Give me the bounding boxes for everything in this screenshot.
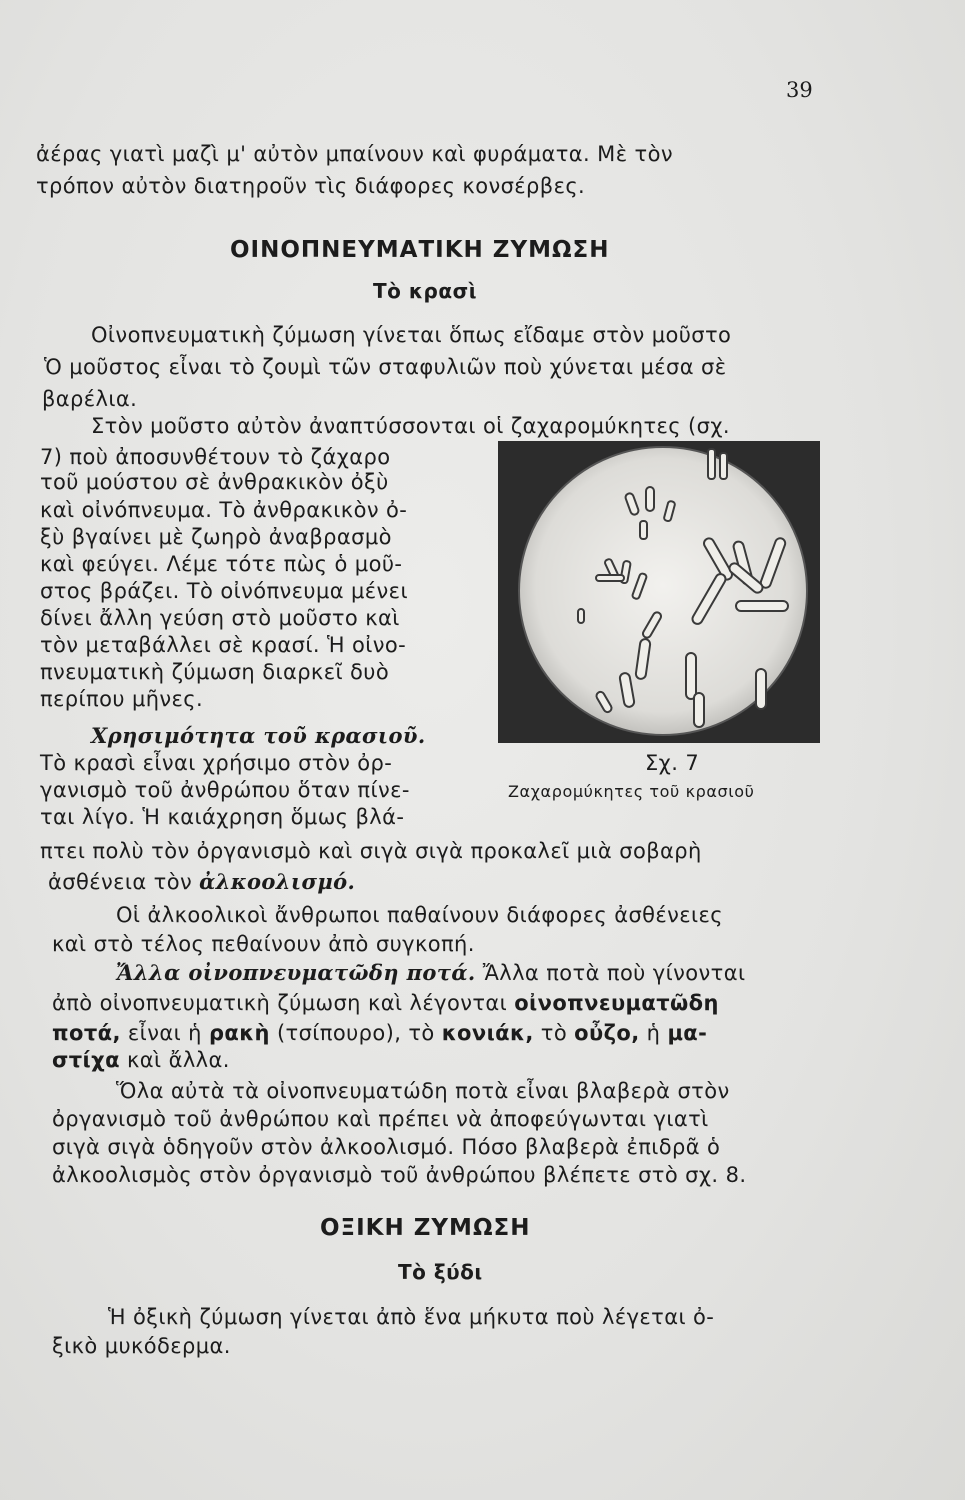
text-run: ἀπὸ οἰνοπνευματικὴ ζύμωση καὶ λέγονται [52, 991, 515, 1015]
paragraph-line: ται λίγο. Ἡ καιάχρηση ὅμως βλά- [40, 805, 405, 829]
section-subtitle: Τὸ κρασὶ [373, 279, 477, 303]
paragraph-line: ξικὸ μυκόδερμα. [52, 1334, 231, 1358]
paragraph-line: ὀργανισμὸ τοῦ ἀνθρώπου καὶ πρέπει νὰ ἀποφεύγωνται γιατὶ [52, 1107, 709, 1131]
paragraph-line: Οἱ ἀλκοολικοὶ ἄνθρωποι παθαίνουν διάφορες ἀσθένειες [116, 903, 724, 927]
paragraph-line [52, 1020, 707, 1046]
paragraph-line: σιγὰ σιγὰ ὁδηγοῦν στὸν ἀλκοολισμό. Πόσο βλαβερὰ ἐπιδρᾶ ὁ [52, 1135, 721, 1159]
paragraph-line: καὶ στὸ τέλος πεθαίνουν ἀπὸ συγκοπή. [52, 932, 475, 956]
section2-subtitle: Τὸ ξύδι [398, 1260, 483, 1284]
paragraph-line: ξὺ βγαίνει μὲ ζωηρὸ ἀναβρασμὸ [40, 525, 392, 549]
subheading-other-drinks: Ἄλλα οἰνοπνευματῶδη ποτά. [116, 960, 476, 985]
term-mastic-end: στίχα [52, 1048, 120, 1072]
paragraph-line: Ἡ ὀξικὴ ζύμωση γίνεται ἀπὸ ἕνα μήκυτα ποὺ λέγεται ὀ- [108, 1305, 715, 1329]
paragraph-line: Ὁ μοῦστος εἶναι τὸ ζουμὶ τῶν σταφυλιῶν ποὺ χύνεται μέσα σὲ [44, 355, 727, 379]
paragraph-line: περίπου μῆνες. [40, 687, 204, 711]
text-run: εἶναι ἡ [120, 1021, 209, 1045]
paragraph-line: 7) ποὺ ἀποσυνθέτουν τὸ ζάχαρο [40, 445, 391, 469]
paragraph-line: τὸν μεταβάλλει σὲ κρασί. Ἡ οἰνο- [40, 633, 407, 657]
paragraph-line: καὶ φεύγει. Λέμε τότε πὼς ὁ μοῦ- [40, 552, 403, 576]
figure-label: Σχ. 7 [645, 751, 700, 775]
text-run: Ἄλλα ποτὰ ποὺ γίνονται [482, 961, 746, 985]
subheading-usefulness: Χρησιμότητα τοῦ κρασιοῦ. [91, 723, 426, 748]
text-run: ἡ [639, 1021, 668, 1045]
term-mastic-start: μα- [667, 1021, 708, 1045]
figure-yeast-micrograph [498, 441, 820, 743]
term-ouzo: οὖζο, [574, 1021, 640, 1045]
intro-line: ἀέρας γιατὶ μαζὶ μ' αὐτὸν μπαίνουν καὶ φυράματα. Μὲ τὸν [36, 142, 673, 166]
paragraph-line: γανισμὸ τοῦ ἀνθρώπου ὅταν πίνε- [40, 778, 410, 802]
paragraph-line: βαρέλια. [42, 387, 138, 411]
paragraph-line: Ὅλα αὐτὰ τὰ οἰνοπνευματώδη ποτὰ εἶναι βλαβερὰ στὸν [116, 1079, 730, 1103]
paragraph-line: δίνει ἄλλη γεύση στὸ μοῦστο καὶ [40, 606, 400, 630]
text-run: (τσίπουρο), τὸ [269, 1021, 442, 1045]
term-raki: ρακὴ [208, 1021, 270, 1045]
paragraph-line [52, 990, 719, 1016]
section-title: ΟΙΝΟΠΝΕΥΜΑΤΙΚΗ ΖΥΜΩΣΗ [230, 237, 610, 263]
yeast-illustration [498, 441, 820, 743]
intro-line: τρόπον αὐτὸν διατηροῦν τὶς διάφορες κονσέρβες. [36, 174, 586, 198]
figure-caption: Ζαχαρομύκητες τοῦ κρασιοῦ [508, 782, 755, 801]
paragraph-line: τοῦ μούστου σὲ ἀνθρακικὸν ὀξὺ [40, 470, 389, 494]
paragraph-line: Τὸ κρασὶ εἶναι χρήσιμο στὸν ὀρ- [40, 751, 393, 775]
paragraph-line: Οἰνοπνευματικὴ ζύμωση γίνεται ὅπως εἴδαμε στὸν μοῦστο [91, 323, 732, 347]
text-run: τὸ [533, 1021, 575, 1045]
paragraph-line: στος βράζει. Τὸ οἰνόπνευμα μένει [40, 579, 408, 603]
paragraph-line [48, 869, 355, 895]
paragraph-line: πτει πολὺ τὸν ὀργανισμὸ καὶ σιγὰ σιγὰ προκαλεῖ μιὰ σοβαρὴ [40, 839, 702, 863]
paragraph-line: πνευματικὴ ζύμωση διαρκεῖ δυὸ [40, 660, 390, 684]
paragraph-line: ἀλκοολισμὸς στὸν ὀργανισμὸ τοῦ ἀνθρώπου βλέπετε στὸ σχ. 8. [52, 1163, 747, 1187]
page-number: 39 [786, 78, 813, 102]
term-alcoholism: ἀλκοολισμό. [199, 869, 356, 894]
paragraph-line [116, 960, 745, 986]
text-run: ἀσθένεια τὸν [48, 870, 200, 894]
text-run: καὶ ἄλλα. [119, 1048, 230, 1072]
term-cognac: κονιάκ, [441, 1021, 534, 1045]
paragraph-line: Στὸν μοῦστο αὐτὸν ἀναπτύσσονται οἱ ζαχαρομύκητες (σχ. [91, 414, 730, 438]
term-drinks: ποτά, [52, 1021, 121, 1045]
term-spirits: οἰνοπνευματῶδη [514, 991, 719, 1015]
section2-title: ΟΞΙΚΗ ΖΥΜΩΣΗ [320, 1215, 531, 1241]
paragraph-line: καὶ οἰνόπνευμα. Τὸ ἀνθρακικὸν ὀ- [40, 498, 408, 522]
paragraph-line [52, 1047, 230, 1073]
